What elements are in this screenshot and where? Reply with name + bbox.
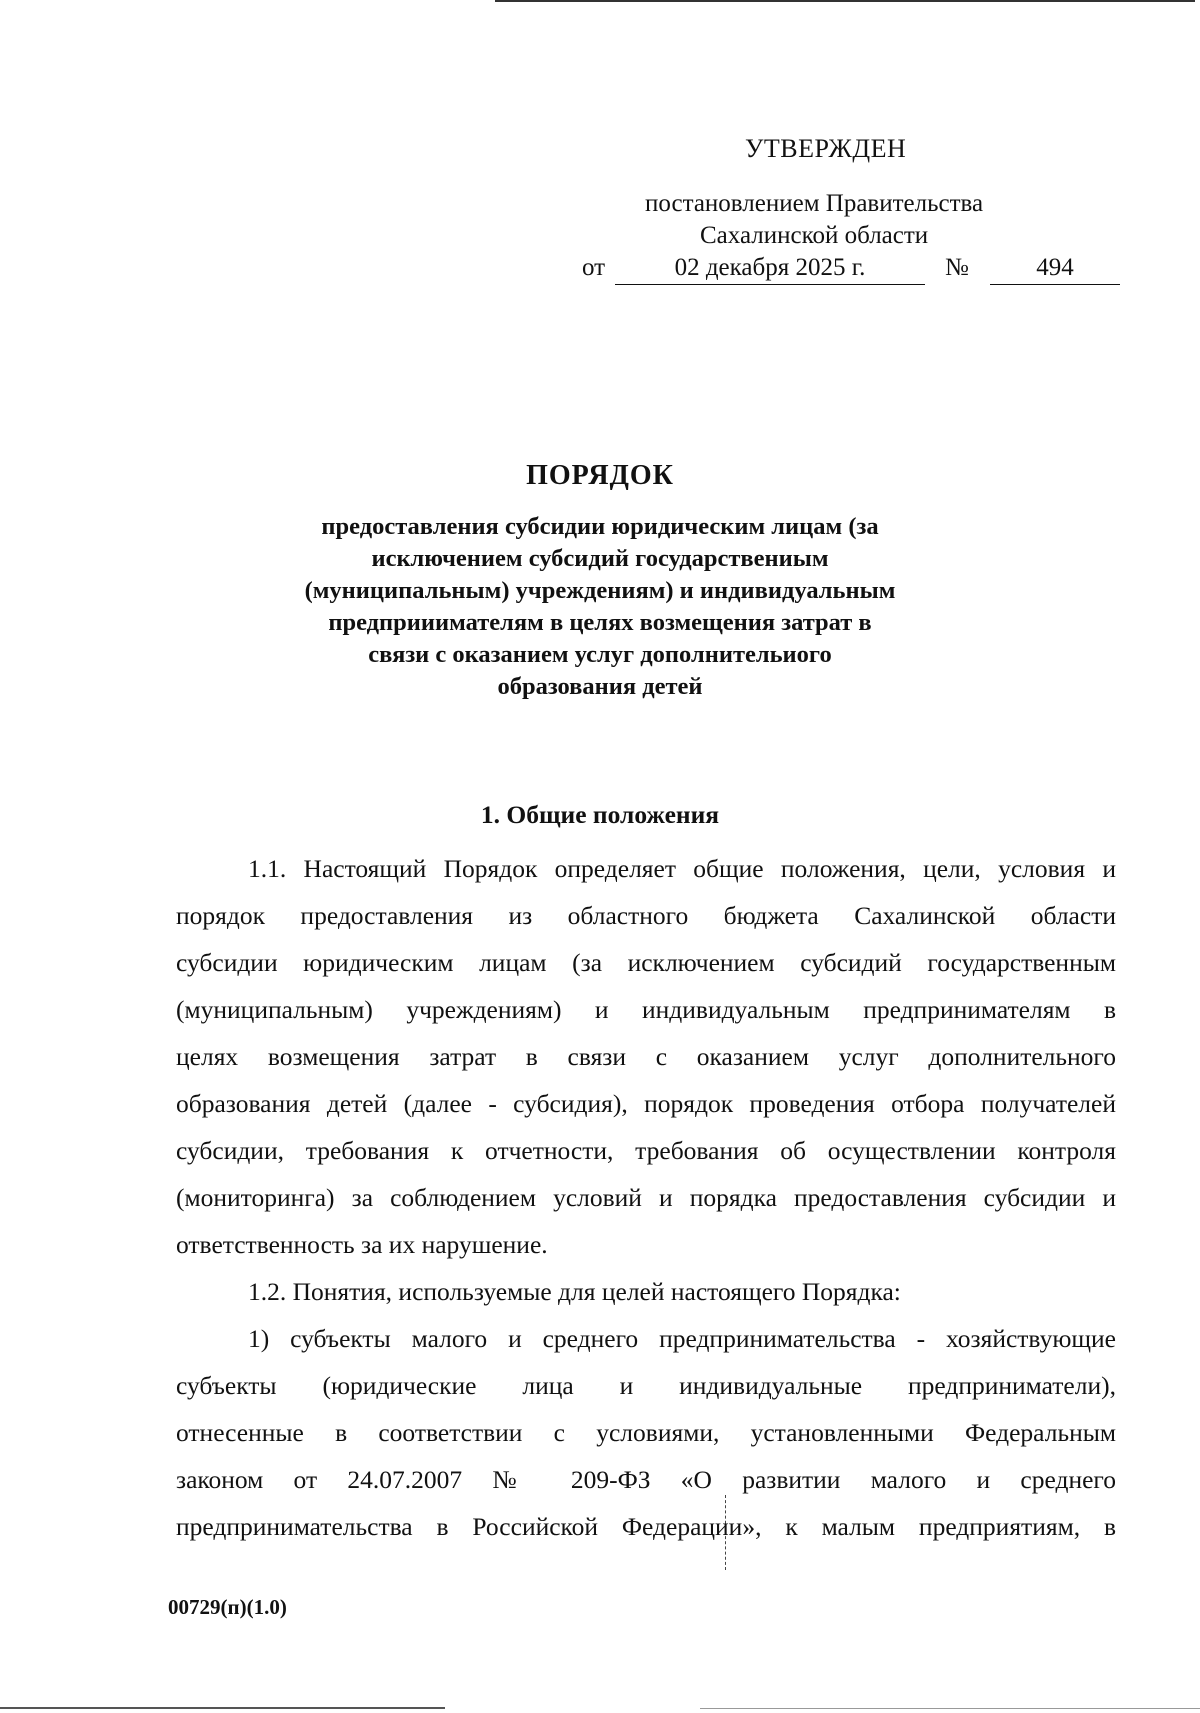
- text-line: порядок предоставления из областного бюджета Сахалинской области: [176, 901, 1116, 930]
- section-heading: 1. Общие положения: [480, 800, 720, 829]
- approval-line-2: Сахалинской области: [700, 222, 929, 249]
- document-title: ПОРЯДОК: [526, 460, 674, 491]
- scan-edge-top: [495, 0, 1195, 2]
- paragraph-1-2-item-1: [176, 1315, 1116, 1550]
- text-line: целях возмещения затрат в связи с оказанием услуг дополнительного: [176, 1042, 1116, 1071]
- text-line: образования детей (далее - субсидия), порядок проведения отбора получателей: [176, 1089, 1116, 1118]
- paragraph-1-1: [176, 845, 1116, 1268]
- text-line: субсидии, требования к отчетности, требования об осуществлении контроля: [176, 1136, 1116, 1165]
- subtitle-line: образования детей: [497, 673, 703, 700]
- text-line: субъекты (юридические лица и индивидуальные предприниматели),: [176, 1371, 1116, 1400]
- footer-document-code: 00729(п)(1.0): [168, 1595, 287, 1619]
- text-line: субсидии юридическим лицам (за исключением субсидий государственным: [176, 948, 1116, 977]
- approval-date-line: [570, 252, 1130, 288]
- text-line: 1) субъекты малого и среднего предпринимательства - хозяйствующие: [248, 1324, 1116, 1353]
- subtitle-line: предоставления субсидии юридическим лицам (за: [321, 513, 879, 540]
- number-sign: №: [945, 254, 969, 281]
- approval-heading: УТВЕРЖДЕН: [745, 134, 907, 163]
- document-subtitle: [290, 511, 910, 703]
- approval-date: 02 декабря 2025 г.: [615, 252, 925, 285]
- text-line: (муниципальным) учреждениям) и индивидуальным предпринимателям в: [176, 995, 1116, 1024]
- text-line: (мониторинга) за соблюдением условий и порядка предоставления субсидии и: [176, 1183, 1116, 1212]
- text-line: 1.1. Настоящий Порядок определяет общие положения, цели, условия и: [248, 854, 1116, 883]
- scan-edge-bottom-right: [700, 1708, 1200, 1709]
- subtitle-line: исключением субсидий государствениым: [371, 545, 829, 572]
- subtitle-line: предприиимателям в целях возмещения затрат в: [328, 609, 872, 636]
- text-line: предпринимательства в Российской Федерации», к малым предприятиям, в: [176, 1512, 1116, 1541]
- text-line: ответственность за их нарушение.: [176, 1230, 548, 1259]
- text-line: законом от 24.07.2007 № 209-ФЗ «О развитии малого и среднего: [176, 1465, 1116, 1494]
- approval-number: 494: [990, 252, 1120, 285]
- subtitle-line: связи с оказанием услуг дополнительиого: [368, 641, 832, 668]
- text-line: отнесенные в соответствии с условиями, установленными Федеральным: [176, 1418, 1116, 1447]
- subtitle-line: (муниципальным) учреждениям) и индивидуальным: [304, 577, 896, 604]
- text-line: 1.2. Понятия, используемые для целей настоящего Порядка:: [248, 1277, 901, 1306]
- body-text: [176, 845, 1116, 1550]
- paragraph-1-2: [176, 1268, 1116, 1315]
- scan-edge-bottom: [0, 1707, 445, 1709]
- from-label: от: [582, 254, 606, 281]
- approval-line-1: постановлением Правительства: [645, 190, 984, 217]
